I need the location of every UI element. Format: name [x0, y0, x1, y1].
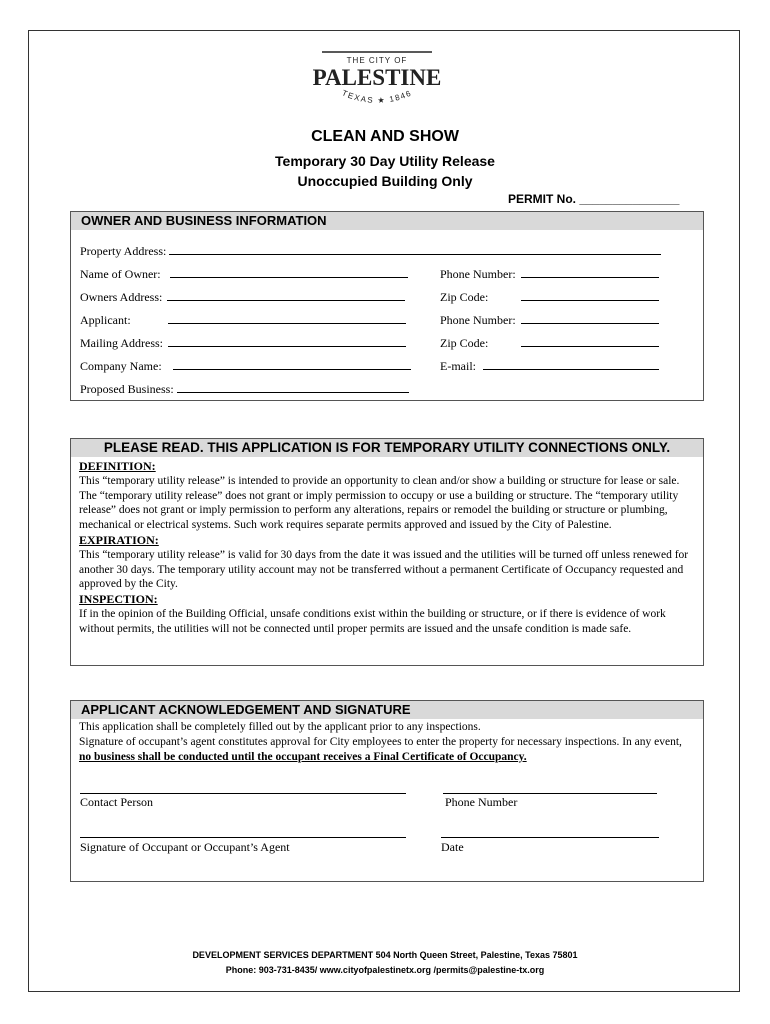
acknowledgement-heading: APPLICANT ACKNOWLEDGEMENT AND SIGNATURE: [71, 701, 703, 719]
proposed-business-field[interactable]: [80, 381, 409, 397]
definition-text: This “temporary utility release” is intended to provide an opportunity to clean and/or show a building or structure for lease or sale. The “temporary utility release” does not grant or imply permission to occupy or use a building or structure. The “temporary utility release” does not grant or imply permission to perform any alterations, repairs or remodel the building or structure or plumbing, mechanical or electrical systems. Such work requires separate permits approved and issued by the City of Palestine.: [79, 474, 680, 532]
property-address-label: Property Address:: [80, 244, 167, 258]
proposed-business-line[interactable]: [177, 381, 409, 393]
applicant-field[interactable]: [80, 312, 406, 328]
ack-line-2-text: Signature of occupant’s agent constitutes approval for City employees to enter the property for necessary inspections. In any event,: [79, 735, 682, 748]
zip-code-line-2[interactable]: [521, 335, 659, 347]
mailing-address-line[interactable]: [168, 335, 406, 347]
owners-address-label: Owners Address:: [80, 290, 163, 304]
permit-number[interactable]: PERMIT No. _______________: [508, 192, 680, 206]
definition-heading: DEFINITION:: [79, 459, 156, 473]
date-label: Date: [441, 840, 464, 854]
svg-text:TEXAS ★ 1846: [341, 88, 414, 105]
contact-person-line[interactable]: [80, 793, 406, 794]
acknowledgement-section: [70, 700, 704, 882]
logo-bottom-text: TEXAS ★ 1846: [340, 88, 414, 106]
footer-address: DEVELOPMENT SERVICES DEPARTMENT 504 North Queen Street, Palestine, Texas 75801: [192, 950, 578, 960]
owner-section-heading: OWNER AND BUSINESS INFORMATION: [71, 212, 703, 230]
property-address-field[interactable]: [80, 243, 661, 259]
signature-line[interactable]: [80, 837, 406, 838]
phone-number-line-1[interactable]: [521, 266, 659, 278]
footer-contact: Phone: 903-731-8435/ www.cityofpalestinetx.org /permits@palestine-tx.org: [225, 965, 545, 975]
logo-name: PALESTINE: [312, 65, 442, 90]
zip-code-label-1: Zip Code:: [440, 290, 489, 304]
please-read-body: [79, 459, 695, 637]
phone-number-label-2: Phone Number:: [440, 313, 516, 327]
company-name-label: Company Name:: [80, 359, 162, 373]
mailing-address-field[interactable]: [80, 335, 406, 351]
form-subtitle-1: Temporary 30 Day Utility Release: [275, 153, 495, 169]
ack-line-1: This application shall be completely filled out by the applicant prior to any inspections.: [79, 721, 481, 733]
email-field[interactable]: [440, 358, 659, 374]
city-logo: [304, 47, 450, 117]
owners-address-field[interactable]: [80, 289, 405, 305]
owner-name-line[interactable]: [170, 266, 408, 278]
please-read-heading: PLEASE READ. THIS APPLICATION IS FOR TEMPORARY UTILITY CONNECTIONS ONLY.: [71, 439, 703, 457]
phone-number-line[interactable]: [443, 793, 657, 794]
owners-address-line[interactable]: [167, 289, 405, 301]
ack-line-2-emphasis: no business shall be conducted until the occupant receives a Final Certificate of Occupancy.: [79, 750, 527, 763]
ack-line-2: [79, 735, 695, 765]
email-line[interactable]: [483, 358, 659, 370]
date-line[interactable]: [441, 837, 659, 838]
zip-code-field-2[interactable]: [440, 335, 659, 351]
proposed-business-label: Proposed Business:: [80, 382, 174, 396]
applicant-line[interactable]: [168, 312, 406, 324]
form-title: CLEAN AND SHOW: [311, 128, 459, 145]
email-label: E-mail:: [440, 359, 476, 373]
mailing-address-label: Mailing Address:: [80, 336, 163, 350]
logo-top-text: THE CITY OF: [346, 56, 408, 65]
form-subtitle-2: Unoccupied Building Only: [297, 173, 473, 189]
expiration-heading: EXPIRATION:: [79, 532, 159, 547]
phone-number-field-1[interactable]: [440, 266, 659, 282]
inspection-heading: INSPECTION:: [79, 592, 158, 607]
zip-code-label-2: Zip Code:: [440, 336, 489, 350]
phone-number-label: Phone Number: [445, 795, 518, 809]
contact-person-label: Contact Person: [80, 795, 153, 809]
zip-code-field-1[interactable]: [440, 289, 659, 305]
owner-name-label: Name of Owner:: [80, 267, 161, 281]
signature-label: Signature of Occupant or Occupant’s Agent: [80, 840, 290, 854]
owner-business-section: [70, 211, 704, 401]
zip-code-line-1[interactable]: [521, 289, 659, 301]
property-address-line[interactable]: [169, 243, 661, 255]
company-name-field[interactable]: [80, 358, 411, 374]
phone-number-line-2[interactable]: [521, 312, 659, 324]
company-name-line[interactable]: [173, 358, 411, 370]
owner-name-field[interactable]: [80, 266, 408, 282]
phone-number-field-2[interactable]: [440, 312, 659, 328]
applicant-label: Applicant:: [80, 313, 131, 327]
phone-number-label-1: Phone Number:: [440, 267, 516, 281]
inspection-text: If in the opinion of the Building Official, unsafe conditions exist within the building or structure, or if there is evidence of work without permits, the utilities will not be connected until proper permits are issued and the unsafe condition is made safe.: [79, 607, 666, 635]
expiration-text: This “temporary utility release” is valid for 30 days from the date it was issued and the utilities will be turned off unless renewed for another 30 days. The temporary utility account may not be transferred without a permanent Certificate of Occupancy requested and approved by the City.: [79, 548, 689, 591]
acknowledgement-body: [79, 720, 695, 764]
please-read-section: [70, 438, 704, 666]
